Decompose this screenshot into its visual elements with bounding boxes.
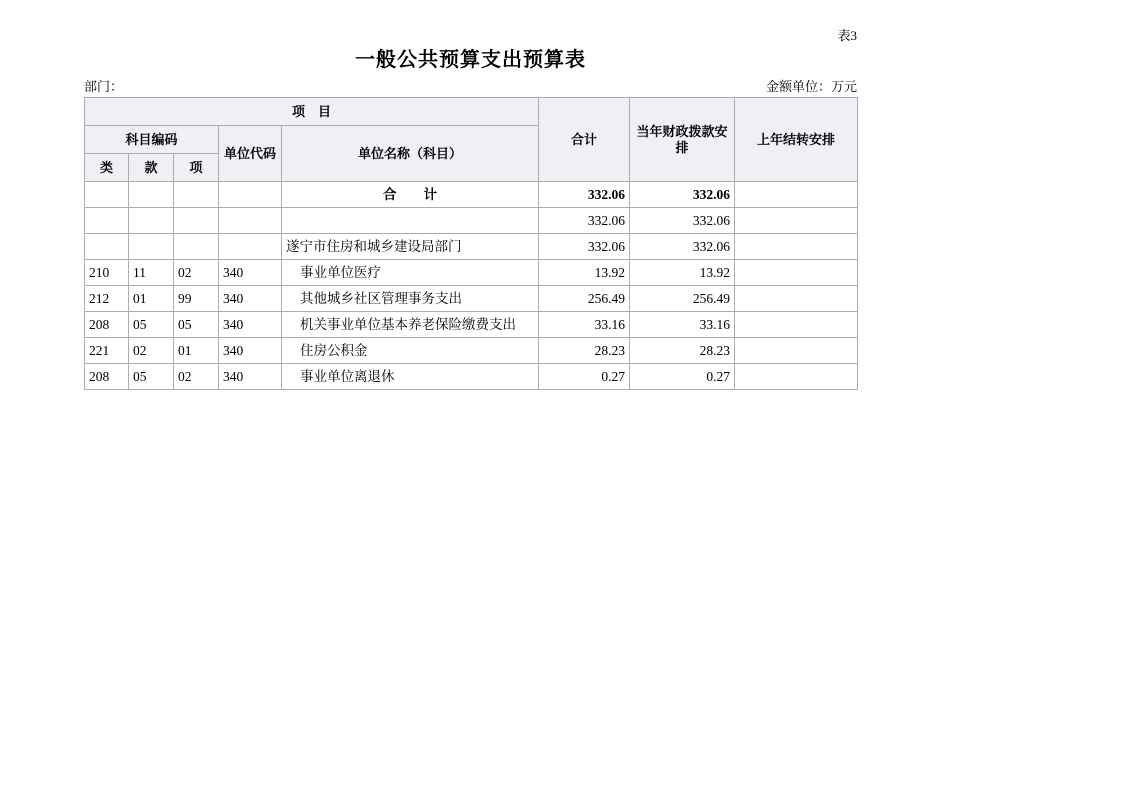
table-header <box>85 98 858 182</box>
cell-total: 0.27 <box>539 364 630 390</box>
cell-total: 28.23 <box>539 338 630 364</box>
document-content <box>84 0 857 390</box>
cell-carryover <box>735 312 858 338</box>
header-total: 合计 <box>539 98 630 182</box>
sheet-tag: 表3 <box>837 28 857 43</box>
cell-class <box>85 208 129 234</box>
cell-class: 210 <box>85 260 129 286</box>
cell-total: 332.06 <box>539 182 630 208</box>
cell-sub-item: 01 <box>174 338 219 364</box>
meta-row <box>84 78 857 95</box>
cell-carryover <box>735 364 858 390</box>
table-row <box>85 208 858 234</box>
cell-carryover <box>735 182 858 208</box>
cell-item <box>129 208 174 234</box>
cell-sub-item <box>174 182 219 208</box>
cell-current-year: 332.06 <box>630 182 735 208</box>
header-unit-code: 单位代码 <box>219 126 282 182</box>
header-class: 类 <box>85 154 129 182</box>
cell-unit-name: 机关事业单位基本养老保险缴费支出 <box>282 312 539 338</box>
amount-unit-label: 金额单位：万元 <box>765 79 857 94</box>
cell-unit-code <box>219 208 282 234</box>
cell-unit-code: 340 <box>219 338 282 364</box>
cell-sub-item: 02 <box>174 364 219 390</box>
header-subject-code-group: 科目编码 <box>85 126 219 154</box>
cell-sub-item <box>174 234 219 260</box>
cell-class <box>85 234 129 260</box>
cell-sub-item <box>174 208 219 234</box>
cell-unit-name: 事业单位医疗 <box>282 260 539 286</box>
cell-unit-code: 340 <box>219 364 282 390</box>
cell-current-year: 256.49 <box>630 286 735 312</box>
cell-carryover <box>735 234 858 260</box>
header-carryover: 上年结转安排 <box>735 98 858 182</box>
cell-item: 11 <box>129 260 174 286</box>
cell-unit-code <box>219 182 282 208</box>
header-unit-name: 单位名称（科目） <box>282 126 539 182</box>
table-row <box>85 182 858 208</box>
cell-current-year: 13.92 <box>630 260 735 286</box>
cell-item <box>129 234 174 260</box>
cell-sub-item: 99 <box>174 286 219 312</box>
cell-unit-name: 遂宁市住房和城乡建设局部门 <box>282 234 539 260</box>
header-sub-item: 项 <box>174 154 219 182</box>
table-row <box>85 312 858 338</box>
cell-unit-name: 其他城乡社区管理事务支出 <box>282 286 539 312</box>
cell-unit-code: 340 <box>219 312 282 338</box>
cell-total: 33.16 <box>539 312 630 338</box>
cell-unit-name: 住房公积金 <box>282 338 539 364</box>
cell-total: 332.06 <box>539 208 630 234</box>
cell-unit-name: 事业单位离退休 <box>282 364 539 390</box>
cell-current-year: 332.06 <box>630 208 735 234</box>
cell-carryover <box>735 260 858 286</box>
cell-item: 05 <box>129 312 174 338</box>
cell-item: 02 <box>129 338 174 364</box>
cell-current-year: 0.27 <box>630 364 735 390</box>
table-row <box>85 338 858 364</box>
cell-unit-code: 340 <box>219 286 282 312</box>
cell-item: 01 <box>129 286 174 312</box>
cell-item <box>129 182 174 208</box>
cell-carryover <box>735 286 858 312</box>
cell-current-year: 28.23 <box>630 338 735 364</box>
page-title: 一般公共预算支出预算表 <box>355 49 586 71</box>
cell-carryover <box>735 338 858 364</box>
cell-class <box>85 182 129 208</box>
cell-sub-item: 02 <box>174 260 219 286</box>
cell-class: 212 <box>85 286 129 312</box>
cell-class: 208 <box>85 312 129 338</box>
cell-class: 208 <box>85 364 129 390</box>
cell-current-year: 33.16 <box>630 312 735 338</box>
table-row <box>85 286 858 312</box>
cell-current-year: 332.06 <box>630 234 735 260</box>
cell-total: 332.06 <box>539 234 630 260</box>
table-row <box>85 234 858 260</box>
department-label: 部门： <box>84 79 124 94</box>
cell-carryover <box>735 208 858 234</box>
budget-table <box>84 97 858 390</box>
cell-class: 221 <box>85 338 129 364</box>
cell-total: 13.92 <box>539 260 630 286</box>
header-current-year: 当年财政拨款安排 <box>630 98 735 182</box>
cell-total: 256.49 <box>539 286 630 312</box>
cell-unit-code: 340 <box>219 260 282 286</box>
header-row-1 <box>85 98 858 126</box>
header-project-group: 项 目 <box>85 98 539 126</box>
cell-sub-item: 05 <box>174 312 219 338</box>
cell-unit-code <box>219 234 282 260</box>
table-body <box>85 182 858 390</box>
table-row <box>85 260 858 286</box>
cell-item: 05 <box>129 364 174 390</box>
header-item: 款 <box>129 154 174 182</box>
cell-unit-name <box>282 208 539 234</box>
cell-unit-name: 合 计 <box>282 182 539 208</box>
table-row <box>85 364 858 390</box>
